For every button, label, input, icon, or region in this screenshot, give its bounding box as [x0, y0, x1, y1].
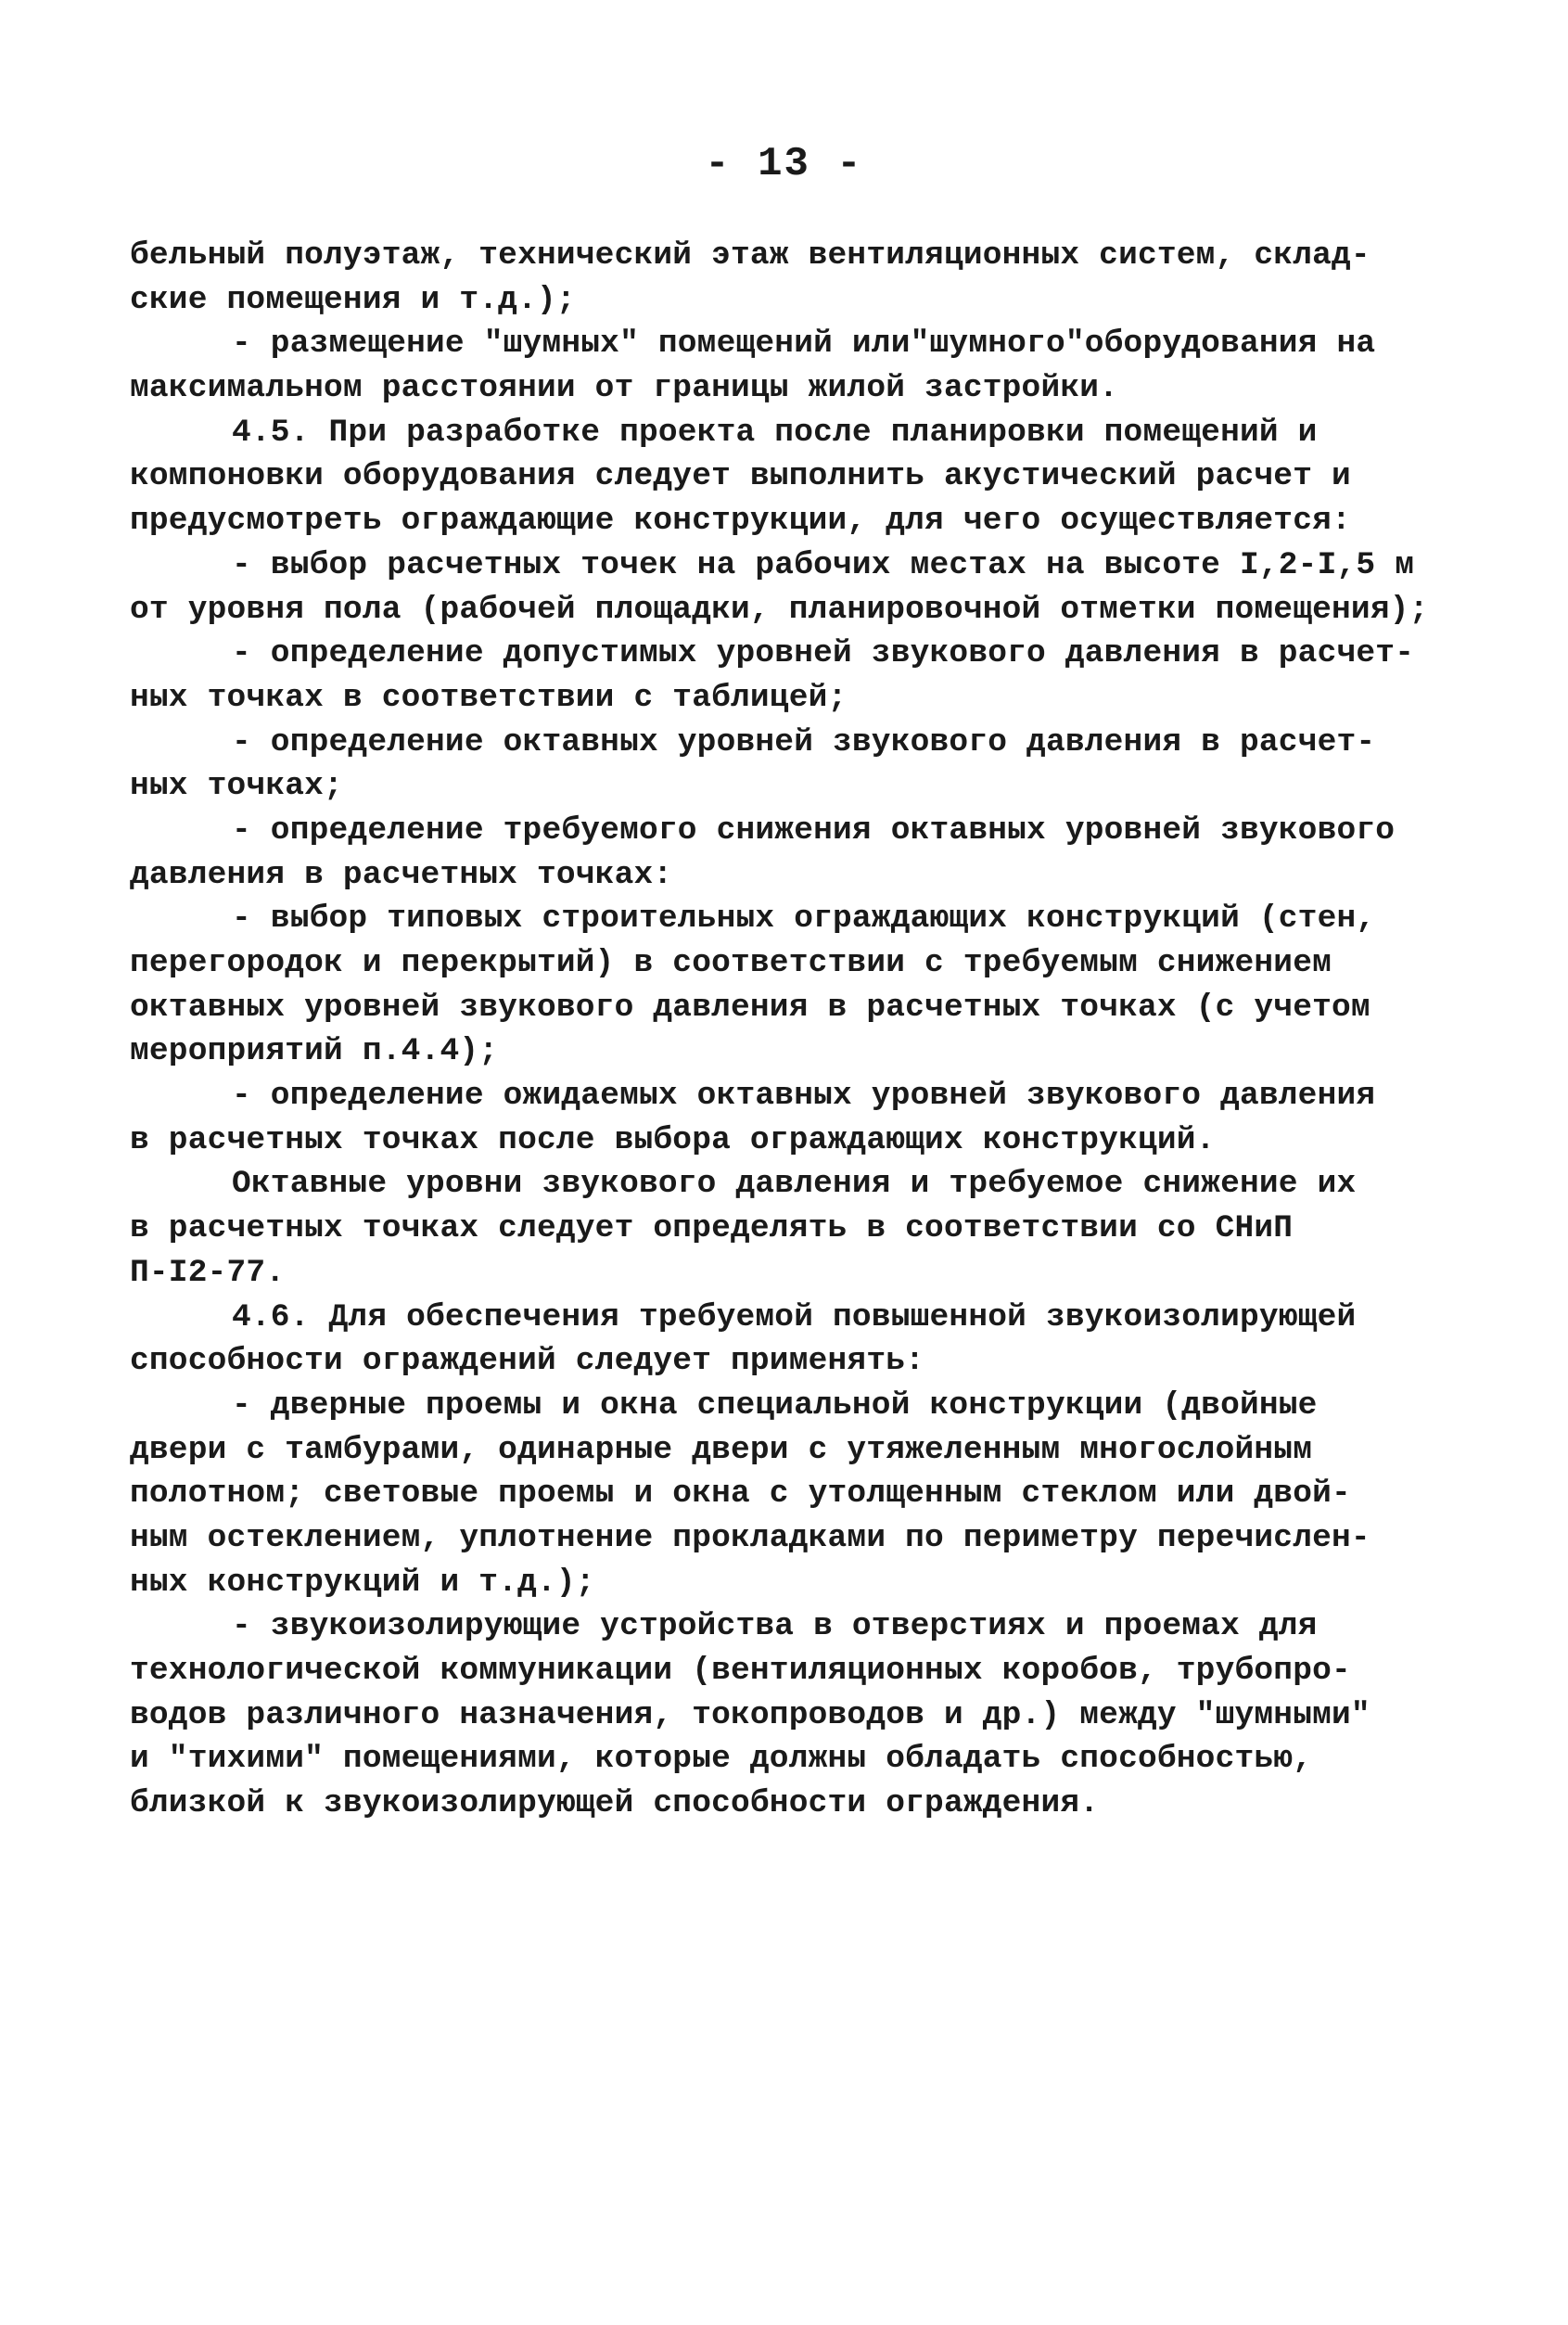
text-line: - определение требуемого снижения октавных уровней звукового: [232, 811, 1396, 849]
text-line: - дверные проемы и окна специальной конструкции (двойные: [232, 1386, 1318, 1424]
text-line: ных конструкций и т.д.);: [130, 1564, 595, 1601]
text-line: 4.5. При разработке проекта после планировки помещений и: [232, 414, 1318, 451]
text-line: - определение ожидаемых октавных уровней звукового давления: [232, 1078, 1376, 1115]
text-line: - выбор типовых строительных ограждающих конструкций (стен,: [232, 901, 1376, 938]
body-text: [130, 234, 1428, 1826]
text-line: ных точках;: [130, 768, 343, 805]
text-line: октавных уровней звукового давления в расчетных точках (с учетом: [130, 989, 1370, 1026]
text-line: П-I2-77.: [130, 1254, 286, 1291]
text-line: ных точках в соответствии с таблицей;: [130, 679, 848, 716]
text-line: в расчетных точках после выбора ограждающих конструкций.: [130, 1121, 1216, 1158]
text-line: - определение октавных уровней звукового давления в расчет-: [232, 723, 1376, 760]
text-line: водов различного назначения, токопроводов и др.) между "шумными": [130, 1696, 1370, 1733]
text-line: полотном; световые проемы и окна с утолщенным стеклом или двой-: [130, 1475, 1351, 1513]
text-line: компоновки оборудования следует выполнить акустический расчет и: [130, 458, 1351, 495]
text-line: мероприятий п.4.4);: [130, 1033, 499, 1070]
text-line: способности ограждений следует применять:: [130, 1343, 925, 1380]
text-line: технологической коммуникации (вентиляционных коробов, трубопро-: [130, 1653, 1351, 1689]
text-line: ские помещения и т.д.);: [130, 281, 576, 318]
text-line: - звукоизолирующие устройства в отверстиях и проемах для: [232, 1608, 1318, 1645]
text-line: 4.6. Для обеспечения требуемой повышенной звукоизолирующей: [232, 1298, 1357, 1335]
text-line: и "тихими" помещениями, которые должны обладать способностью,: [130, 1741, 1313, 1778]
text-line: максимальном расстоянии от границы жилой застройки.: [130, 370, 1119, 407]
text-line: перегородок и перекрытий) в соответствии с требуемым снижением: [130, 945, 1332, 981]
text-line: двери с тамбурами, одинарные двери с утяжеленным многослойным: [130, 1431, 1313, 1468]
text-line: бельный полуэтаж, технический этаж вентиляционных систем, склад-: [130, 237, 1370, 274]
text-line: - размещение "шумных" помещений или"шумного"оборудования на: [232, 326, 1376, 363]
text-line: от уровня пола (рабочей площадки, планировочной отметки помещения);: [130, 591, 1429, 628]
page-number: - 13 -: [705, 141, 863, 187]
text-line: Октавные уровни звукового давления и требуемое снижение их: [232, 1166, 1357, 1203]
text-line: предусмотреть ограждающие конструкции, для чего осуществляется:: [130, 503, 1351, 540]
text-line: давления в расчетных точках:: [130, 856, 673, 893]
text-line: - выбор расчетных точек на рабочих местах на высоте I,2-I,5 м: [232, 546, 1415, 583]
text-line: - определение допустимых уровней звукового давления в расчет-: [232, 635, 1415, 672]
text-line: близкой к звукоизолирующей способности ограждения.: [130, 1785, 1100, 1822]
text-line: ным остеклением, уплотнение прокладками по периметру перечислен-: [130, 1519, 1370, 1556]
text-line: в расчетных точках следует определять в соответствии со СНиП: [130, 1210, 1294, 1247]
